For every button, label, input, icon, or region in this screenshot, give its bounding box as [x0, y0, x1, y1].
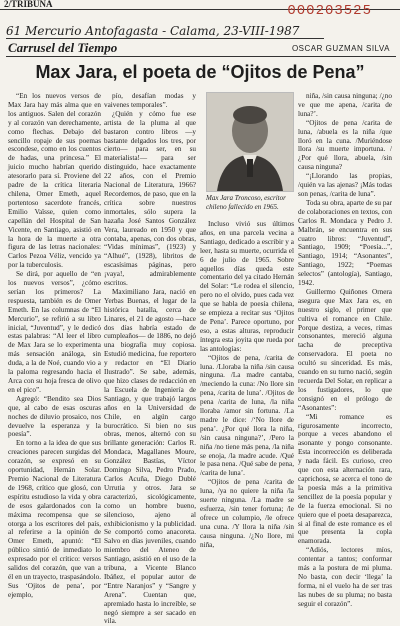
paragraph: pío, desafían modas y vaivenes temporales”. [104, 92, 196, 109]
paragraph: “Ojitos de pena /carita de luna, /ya no quiere la niña /la suerte ninguna. /La madre se esfuerza, /sin tener fortuna; /le ofrece un columpio, /le ofrece una cuna. /Y llora la niña /sin causa ninguna. /¿No llore, mi niña, [200, 478, 294, 549]
portrait-photo [206, 92, 294, 192]
paragraph: “¡Llorando las propias, /quién va las ajenas? ¡Más todas son penas, /carita de luna”. [298, 172, 392, 198]
handwritten-underline [6, 38, 324, 39]
paragraph: En torno a la idea de que sus creaciones parecen surgidas del corazón, se expresó en su oportunidad, Hernán Solar. Premio Nacional de Literatura de 1968, crítico que glosó, con espíritu estudioso la vida y obra de esos galardonados con la máxima recompensa que se otorga a los escritores del país, al referirse a la opinión de Omer Emeth, apuntó: “El público sintió de inmediato lo expresado por el crítico: versos salidos del corazón, que van a él en un trayecto, traspasándolo. Sus ‘Ojitos de pena’, por ejemplo, [8, 439, 101, 599]
paragraph: “Ojitos de pena, /carita de luna. /Lloraba la niña /sin causa ninguna. /La madre cantaba, /meciendo la cuna: /No llore sin pena, /carita de luna’. /Ojitos de pena /carita de luna, /la niña lloraba /amor sin fortuna. /La madre le dice: /‘No llore de pena’. ¿Por qué llora la niña, /sin causa ninguna?’, /Pero la niña /no tiene más pena, /la niña se enoja, /la madre acude. /Qué le pasa nena. /Qué sabe de pena, /carita de luna’. [200, 353, 294, 478]
page-number: 2/TRIBUNA [4, 0, 53, 9]
article-column-1 [8, 92, 101, 597]
paragraph: Toda su obra, aparte de su par de colaboraciones en textos, con Carlos R. Mondaca y Pedro J. Malbrán, se encuentra en sus cuatro libros: “Juventud”, Santiago, 1909; “Poesía...”, Santiago, 1914; “Asonantes”, Santiago, 1922; “Poemas selectos” (antología), Santiago, 1942. [298, 198, 392, 288]
portrait-photo-icon [207, 93, 293, 191]
handwritten-source-note: 61 Mercurio Antofagasta - Calama, 23-VIII-1987 [6, 24, 300, 38]
author-byline: OSCAR GUZMAN SILVA [291, 44, 390, 53]
paragraph: “En los nuevos versos de Max Jara hay más alma que en los antiguos. Salen del corazón y al corazón van derechamente, como flechas. Debajo del sencillo ropaje de sus poemas escondese, como en los cuentos de hadas, una princesa.” El juicio mucho habrían querido atesorarlo para sí. Proviene del padre de la crítica literaria chilena, Omer Emeth, aquel portentoso sacerdote francés, Emilio Vaïsse, quien como capellán del Hospital de San Vicente, en Santiago, asistió en la hora de la muerte a otra figura de las letras nacionales: Carlos Pezoa Véliz, vencido ya por la tuberculosis. [8, 92, 101, 270]
paragraph: Incluso vivió sus últimos años, en una parcela vecina a Santiago, dedicado a escribir y a leer, hasta su muerte, ocurrida el 6 de julio de 1965. Sobre aquellos días queda este comentario del ya citado Hernán del Solar: “Le rodea el silencio, pero no el olvido, pues cada vez que se habla de poesía chilena, se empieza a recitar sus ‘Ojitos de Pena’. Parece oportuno, por eso, a estas alturas, reproducir íntegra esta joyita que rueda por las antologías: [200, 220, 294, 353]
section-title: Carrusel del Tiempo [8, 40, 118, 55]
paragraph: “Ojitos de pena /carita de luna, /abuela es la niña /que lloró en la cuna. /Muriéndose llora /su muerte importuna. /¿Por qué llora, abuela, /sin causa ninguna? [298, 118, 392, 172]
paragraph: “Adiós, lectores míos, contentar a tantos; conformar más a la postura de mi pluma. No basta, con decir ‘llega’ la forma, ni el vuelo ha de ser tras las nubes de su pluma; no basta seguir el corazón”. [298, 546, 392, 608]
paragraph: Guillermo Quiñones Ornera asegura que Max Jara es, en nuestro siglo, el primer que cultiva el romance en Chile. Porque destiza, a veces, rimas consonantes, mereció alguna tacha de preceptiva conservadora. El poeta no ocultó su sinceridad. Es más, cuando en su turno nació, según recuerda Del Solar, en replicar a los fustigadores, lo que consignó en el prólogo de “Asonantes”: [298, 287, 392, 412]
paragraph: Maximiliano Jara, nació en Yerbas Buenas, el lugar de la histórica batalla, cerca de Linares, el 21 de agosto —hace dos días habría estado de cumpleaños— de 1886, no dejó una biografía muy copiosa. Estudió medicina, fue reportero y redactor en “El Diario Ilustrado”. Se sabe, además, que hizo clases de redacción en la Escuela de Ingeniería de Santiago, y que trabajó largos años en la Universidad de Chile, en algún cargo burocrático. Si bien no sus obras, menos, alternó con su brillante generación: Carlos R. Mondaca, Magallanes Moure, González Bastías, Víctor Domingo Silva, Pedro Prado, Carlos Acuña, Diego Dublé Urrutia y otros. Jara se caracterizó, sicológicamente, como un hombre bueno, silencioso, ajeno al exhibicionismo y la publicidad. Se comportó como anacoreta. Salvo en días juveniles, cuando miembro del Ateneo de Santiago, asistió en el uso de la tribuna, a Vicente Blanco Ibáñez, el popular autor de “Entre Naranjos” y “Sangre y Arena”. Cuentan que, apremiado hasta lo increíble, se negó siempre a ser sacado en vila. [104, 287, 196, 626]
article-column-2 [104, 92, 196, 626]
photo-caption: Max Jara Troncoso, escritor chileno fallecido en 1965. [206, 194, 286, 211]
article-headline: Max Jara, el poeta de “Ojitos de Pena” [35, 62, 365, 82]
article-column-3 [200, 220, 294, 597]
paragraph: Agregó: “Bendito sea Dios que, al cabo de esas oscuras noches de diluvio prosaico, nos devuelve la esperanza y la poesía”. [8, 394, 101, 439]
article-column-4 [298, 92, 392, 608]
paragraph: “Mi romance es rigurosamente incorrecto, porque a veces abandono el asonante y pongo consonante. Esta incorrección es deliberada y nada fácil. Es curioso, creo que con esta alternación rara, caprichosa, se acerca el tono de la poesía más a la primitiva sencillez de la poesía popular y de la fuerza emocional. Si no quiero que el poeta desaparezca, si al final de este romance es el que presenta la copla enamorada. [298, 412, 392, 546]
section-rule [6, 56, 396, 57]
document-number-stamp: 000203525 [287, 3, 372, 19]
paragraph: niña, /sin causa ninguna; /¿no ve que me apena, /carita de luna?’. [298, 92, 392, 118]
paragraph: ¿Quién y cómo fue ese artista de la pluma al que bastaron contro libros —y bastante delgados los tres, por cierto— para ser, en su materialista!— para ser distinguido, hace exactamente 22 años, con el Premio Nacional de Literatura, 1966? Recordemos, de paso, que en la crítica sobre nuestros inmortales, sólo supera la hazaña José Santos González Vera, laureado en 1950 y que contaba, apenas, con dos obras, “Vidas mínimas”, (1923) y “Alhué”, (1928), libritos de escasísimas páginas, pero ¡vaya!, admirablemente escritos. [104, 109, 196, 288]
paragraph: Se dirá, por aquello de “en los nuevos versos”, ¿cómo serían los primeros? La respuesta, también es de Omer Emeth. En las columnas de “El Mercurio”, se refirió a su libro inicial, “Juventud”, y le dedicó estas palabras: “Al leer el libro de Max Jara se lo experimenta más sensación análoga, sin duda, a la de Noé, cuando vio a la paloma regresando hacia el Arca con su hoja fresca de olivo en el pico”. [8, 270, 101, 394]
